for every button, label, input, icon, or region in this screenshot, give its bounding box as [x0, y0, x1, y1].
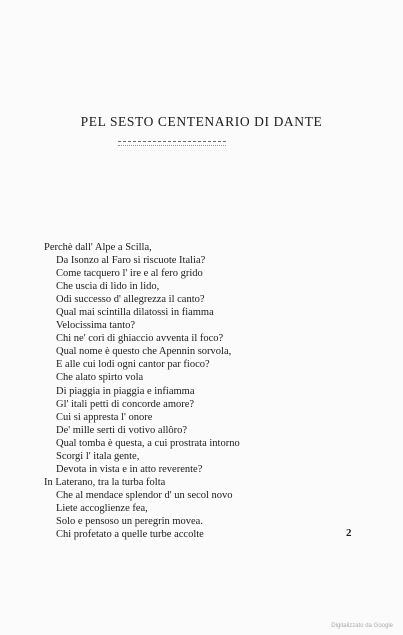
poem-line: Da Isonzo al Faro si riscuote Italia?: [56, 255, 206, 267]
poem-line: Qual tomba è questa, a cui prostrata intorno: [56, 437, 240, 449]
poem-line: Solo e pensoso un peregrin movea.: [56, 515, 203, 527]
poem-line: Perchè dall' Alpe a Scilla,: [44, 242, 152, 253]
poem-line: Scorgi l' itala gente,: [56, 450, 140, 462]
poem-line: Liete accoglienze fea,: [56, 502, 148, 514]
poem-line: Qual mai scintilla dilatossi in fiamma: [56, 307, 214, 319]
poem-text: [0, 241, 403, 541]
poem-line: Che al mendace splendor d' un secol novo: [56, 489, 233, 501]
poem-line: Che uscia di lido in lido,: [56, 281, 160, 293]
poem-line: Di piaggia in piaggia e infiamma: [56, 385, 195, 397]
poem-line: Chi profetato a quelle turbe accolte: [56, 529, 204, 541]
poem-line: Cui si appresta l' onore: [56, 411, 153, 423]
poem-line: Devota in vista e in atto reverente?: [56, 463, 203, 475]
poem-line: E alle cui lodi ogni cantor par fioco?: [56, 359, 210, 371]
poem-line: De' mille serti di votivo allôro?: [56, 424, 188, 436]
page-title: PEL SESTO CENTENARIO DI DANTE: [80, 114, 323, 129]
watermark: Digitalizzato da Google: [331, 623, 393, 629]
poem-line: Che alato spirto vola: [56, 372, 144, 384]
poem-line: Qual nome è questo che Apennin sorvola,: [56, 346, 232, 358]
catchword: 2: [346, 527, 352, 539]
poem-line: Chi ne' cori di ghiaccio avventa il foco?: [56, 333, 224, 345]
poem-line: Odi successo d' allegrezza il canto?: [56, 294, 205, 306]
title-ornament: [118, 141, 226, 146]
poem-line: Come tacquero l' ire e al fero grido: [56, 268, 203, 280]
poem-line: Velocissima tanto?: [56, 320, 136, 332]
poem-line: In Laterano, tra la turba folta: [44, 476, 166, 488]
poem-line: Gl' itali petti di concorde amore?: [56, 398, 195, 410]
